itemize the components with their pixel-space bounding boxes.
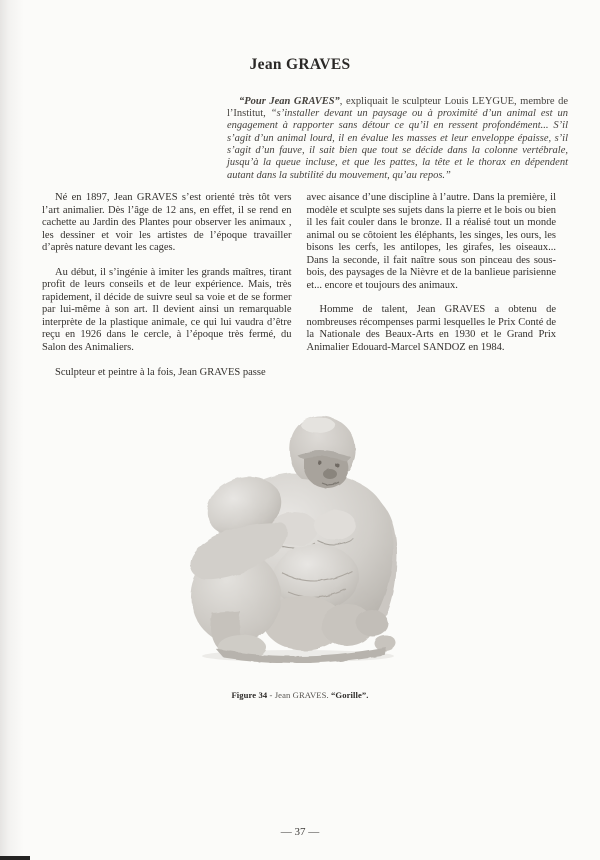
paragraph: avec aisance d’une discipline à l’autre. Dans la première, il modèle et sculpte ses sujets dans la pierre et le bois ou bien il les fait couler dans le bronze. Il a réalisé tout un monde animal ou se côtoient les éléphants, les singes, les ours, les bisons les cerfs, les antilopes, les girafes, les oiseaux... Dans la seconde, il fait naître sous son pinceau des sous-bois, des paysages de la Nièvre et de la banlieue parisienne et... encore et toujours des animaux. [306,192,556,291]
paragraph: Né en 1897, Jean GRAVES s’est orienté très tôt vers l’art animalier. Dès l’âge de 12 ans, en effet, il se rend en cachette au Jardin des Plantes pour observer les animaux , les dessiner et voir les artistes de l’époque travailler d’après nature devant les cages. [42,192,292,254]
scan-corner-mark [0,856,30,860]
paragraph: Au début, il s’ingénie à imiter les grands maîtres, tirant profit de leurs conseils et de leur expérience. Mais, très rapidement, il décide de suivre seul sa voie et de se former par lui-même à son art. Il devient ainsi un remarquable interprète de la plastique animale, ce qui lui vaudra d’être reçu en 1926 dans le cercle, à l’époque très fermé, du Salon des Animaliers. [42,266,292,354]
page-number: — 37 — [280,826,320,838]
figure-caption-number: Figure 34 [231,689,268,700]
figure-caption [0,690,600,700]
left-column [42,192,292,379]
quote-paragraph [227,96,568,182]
quote-run-italic: “Pour Jean GRAVES” [239,95,340,107]
gorilla-sculpture-photo [182,413,414,663]
right-column [307,192,557,379]
paragraph: Sculpteur et peintre à la fois, Jean GRAVES passe [55,366,266,378]
figure-caption-title: “Gorille”. [331,689,369,700]
body-columns [42,192,556,379]
quote-run-roman: , expliquait le sculpteur Louis LEYGUE, membre de l’Institut, [227,95,568,119]
quote-run-italic: “s’installer devant un paysage ou à proximité d’un animal est un engagement à rapporter sans détour ce qu’il en ressent profondément... S’il s’agit d’un animal lourd, il en évalue les masses et leur enveloppe épaisse, s’il s’agit d’un fauve, il sait bien que tout se décide dans la colonne vertébrale, jusqu’à la queue incluse, et que les pattes, la tête et le thorax en dépendent autant dans la subtilité du mouvement, qu’au repos.” [227,107,568,181]
figure-caption-artist: - Jean GRAVES. [267,689,332,700]
scan-shadow-left [0,0,26,860]
paragraph: Homme de talent, Jean GRAVES a obtenu de nombreuses récompenses parmi lesquelles le Prix Conté de la Nationale des Beaux-Arts en 1930 et le Grand Prix Animalier Edouard-Marcel SANDOZ en 1984. [306,304,556,354]
page-title: Jean GRAVES [249,56,351,74]
